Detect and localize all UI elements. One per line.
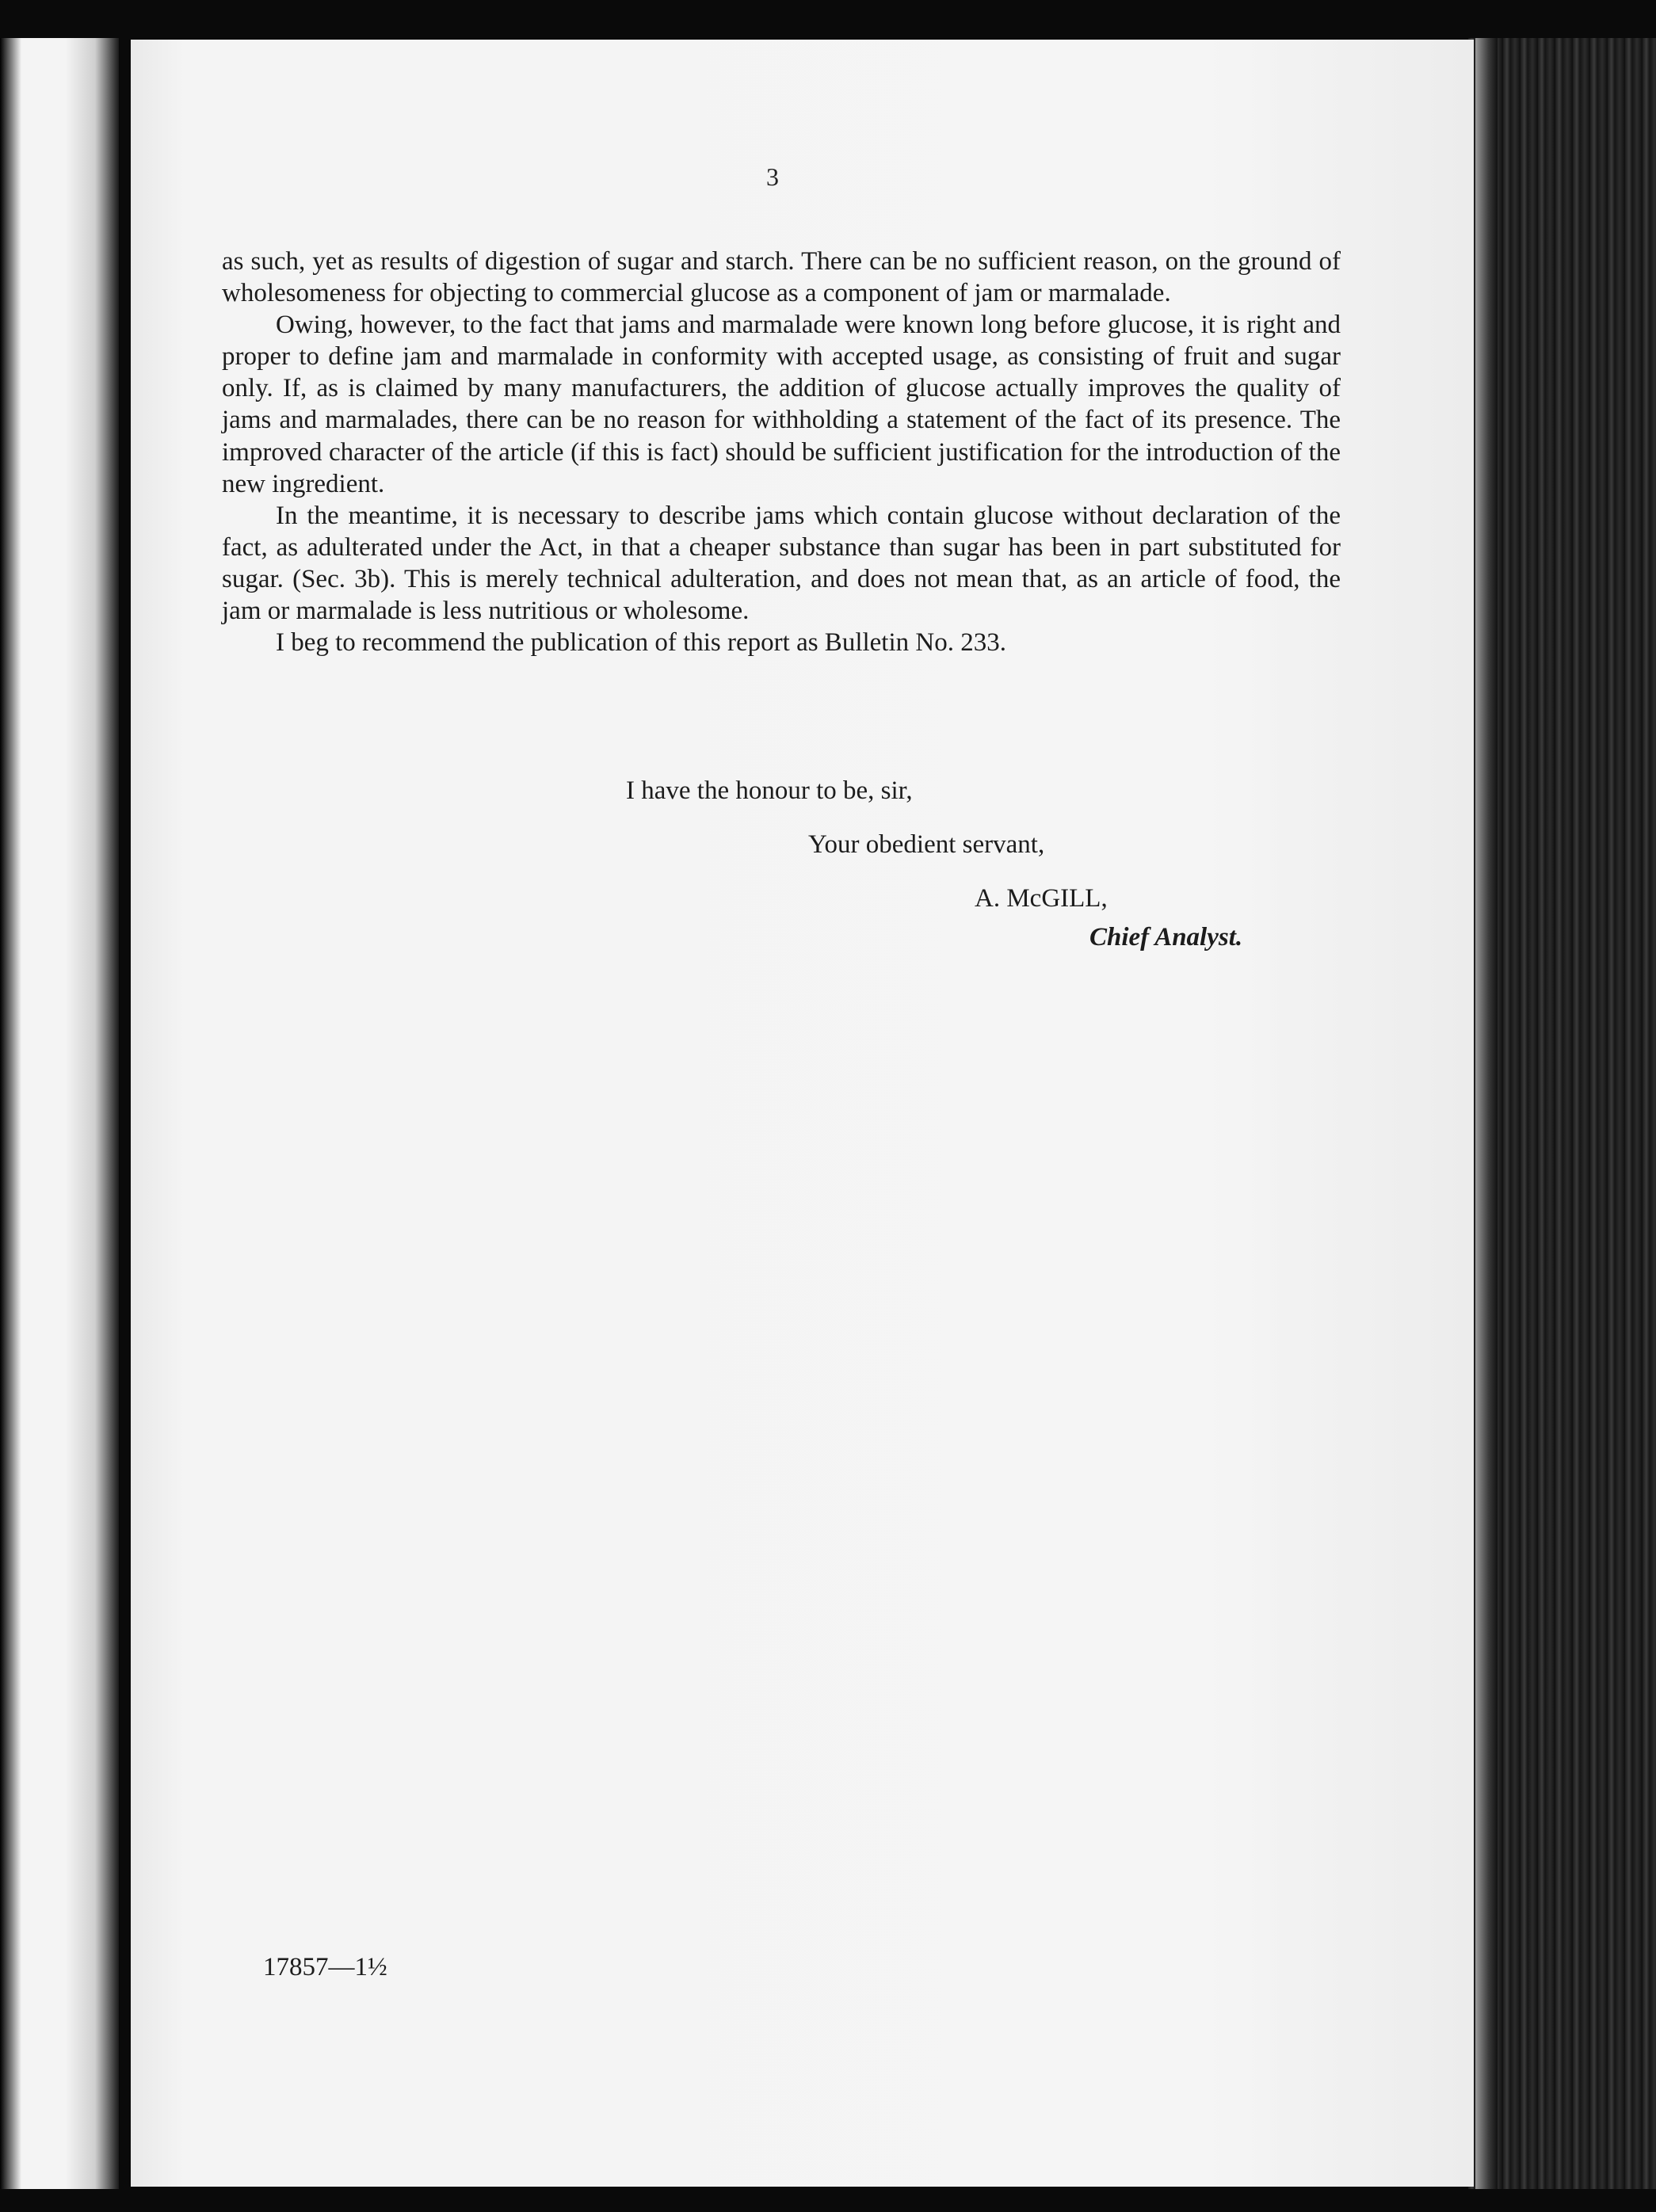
paragraph-3: In the meantime, it is necessary to describe jams which contain glucose without declaration of the fact, as adulterated under the Act, in that a cheaper substance than sugar has been in part substituted for sugar. (Sec. 3b). This is merely technical adulteration, and does not mean that, as an article of food, the jam or marmalade is less nutritious or wholesome.: [222, 501, 1341, 626]
page-number: 3: [766, 162, 779, 191]
signature-name: A. McGILL,: [975, 884, 1108, 913]
closing-servant: Your obedient servant,: [808, 830, 1045, 859]
closing-salutation: I have the honour to be, sir,: [626, 776, 913, 805]
facing-page-edge: [0, 38, 119, 2189]
printer-signature-mark: 17857—1½: [263, 1953, 387, 1981]
paragraph-4: I beg to recommend the publication of this report as Bulletin No. 233.: [276, 628, 1006, 658]
paragraph-2: Owing, however, to the fact that jams and marmalade were known long before glucose, it is right and proper to define jam and marmalade in conformity with accepted usage, as consisting of fruit and sugar only. If, as is claimed by many manufacturers, the addition of glucose actually improves the quality of jams and marmalades, there can be no reason for withholding a statement of the fact of its presence. The improved character of the article (if this is fact) should be sufficient justification for the introduction of the new ingredient.: [222, 311, 1341, 498]
paragraph-1: as such, yet as results of digestion of sugar and starch. There can be no sufficient reason, on the ground of wholesomeness for objecting to commercial glucose as a component of jam or marmalade.: [222, 247, 1341, 308]
signature-title: Chief Analyst.: [1089, 923, 1243, 952]
letter-body: [222, 246, 1341, 658]
spine-page-edge: [1475, 38, 1498, 2189]
